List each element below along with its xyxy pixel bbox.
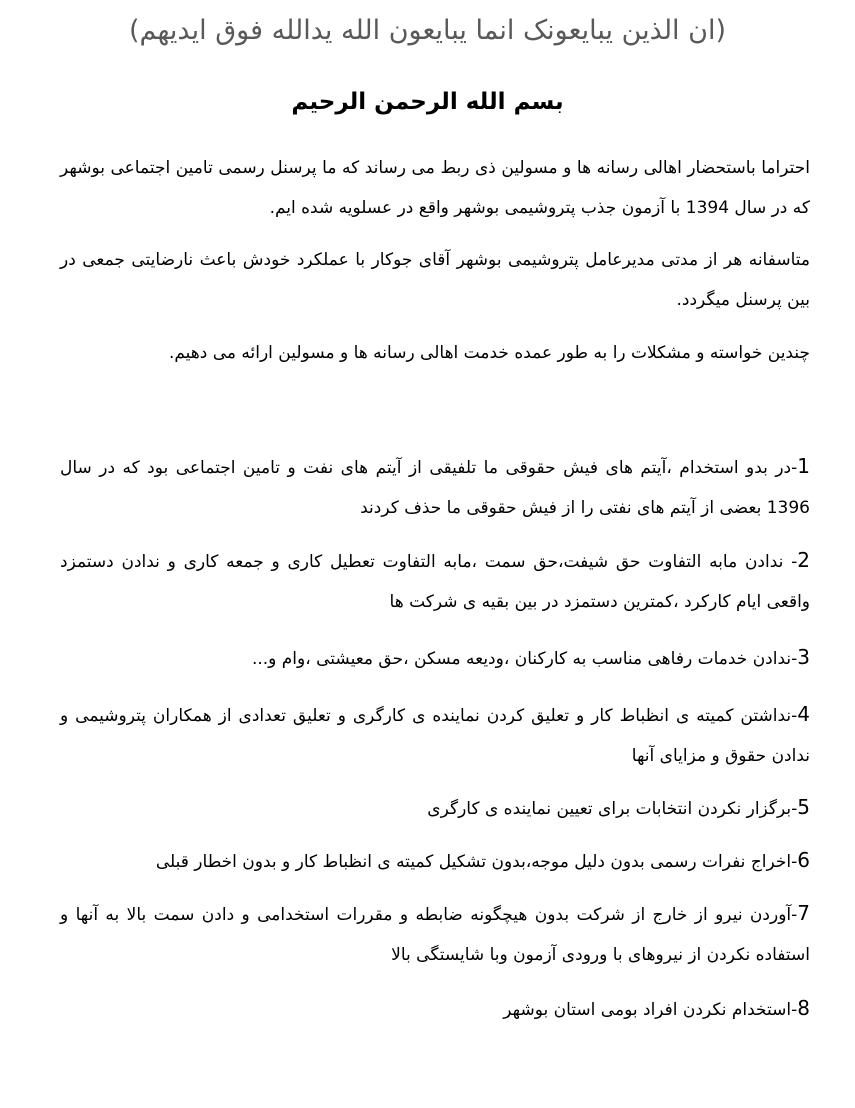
item-text: -آوردن نیرو از خارج از شرکت بدون هیچگونه ضابطه و مقررات استخدامی و دادن سمت بالا به آنها و استفاده نکردن از نیروهای با ورودی آزمون وبا شایستگی بالا (60, 905, 810, 965)
demand-item (60, 787, 810, 829)
demand-item (60, 840, 810, 882)
intro-paragraph: احتراما باستحضار اهالی رسانه ها و مسولین ذی ربط می رساند که ما پرسنل رسمی تامین اجتماعی بوشهر که در سال 1394 با آزمون جذب پتروشیمی بوشهر واقع در عسلویه شده ایم. (60, 158, 810, 218)
item-number: 7 (797, 901, 810, 925)
basmala-heading: بسم الله الرحمن الرحیم (291, 89, 564, 115)
item-number: 2 (797, 548, 810, 572)
item-text: -در بدو استخدام ،آیتم های فیش حقوقی ما تلفیقی از آیتم های نفت و تامین اجتماعی بود که در سال 1396 بعضی از آیتم های نفتی را از فیش حقوقی ما حذف کردند (60, 458, 810, 518)
item-number: 8 (797, 996, 810, 1020)
demand-item (60, 446, 810, 528)
intro-paragraph: متاسفانه هر از مدتی مدیرعامل پتروشیمی بوشهر آقای جوکار با عملکرد خودش باعث نارضایتی جمعی در بین پرسنل میگردد. (60, 250, 810, 310)
item-text: -نداشتن کمیته ی انظباط کار و تعلیق کردن نماینده ی کارگری و تعلیق تعدادی از همکاران پتروشیمی و ندادن حقوق و مزایای آنها (60, 706, 810, 766)
item-number: 4 (797, 702, 810, 726)
item-text: -اخراج نفرات رسمی بدون دلیل موجه،بدون تشکیل کمیته ی انظباط کار و بدون اخطار قبلی (155, 852, 798, 872)
demand-item (60, 637, 810, 679)
item-number: 6 (797, 848, 810, 872)
demand-item (60, 540, 810, 622)
intro-paragraph: چندین خواسته و مشکلات را به طور عمده خدمت اهالی رسانه ها و مسولین ارائه می دهیم. (168, 343, 810, 363)
item-text: - ندادن مابه التفاوت حق شیفت،حق سمت ،مابه التفاوت تعطیل کاری و جمعه کاری و ندادن دستمزد واقعی ایام کارکرد ،کمترین دستمزد در بین بقیه ی شرکت ها (60, 552, 810, 612)
quran-verse-heading: (ان الذین یبایعونک انما یبایعون الله یدالله فوق ایدیهم) (128, 15, 727, 46)
item-number: 5 (797, 795, 810, 819)
item-text: -استخدام نکردن افراد بومی استان بوشهر (503, 1000, 798, 1020)
item-number: 1 (797, 454, 810, 478)
item-text: -ندادن خدمات رفاهی مناسب به کارکنان ،ودیعه مسکن ،حق معیشتی ،وام و... (251, 649, 798, 669)
item-number: 3 (797, 645, 810, 669)
demand-item (60, 694, 810, 776)
demand-item (60, 988, 810, 1030)
demand-item (60, 893, 810, 975)
item-text: -برگزار نکردن انتخابات برای تعیین نماینده ی کارگری (427, 799, 798, 819)
